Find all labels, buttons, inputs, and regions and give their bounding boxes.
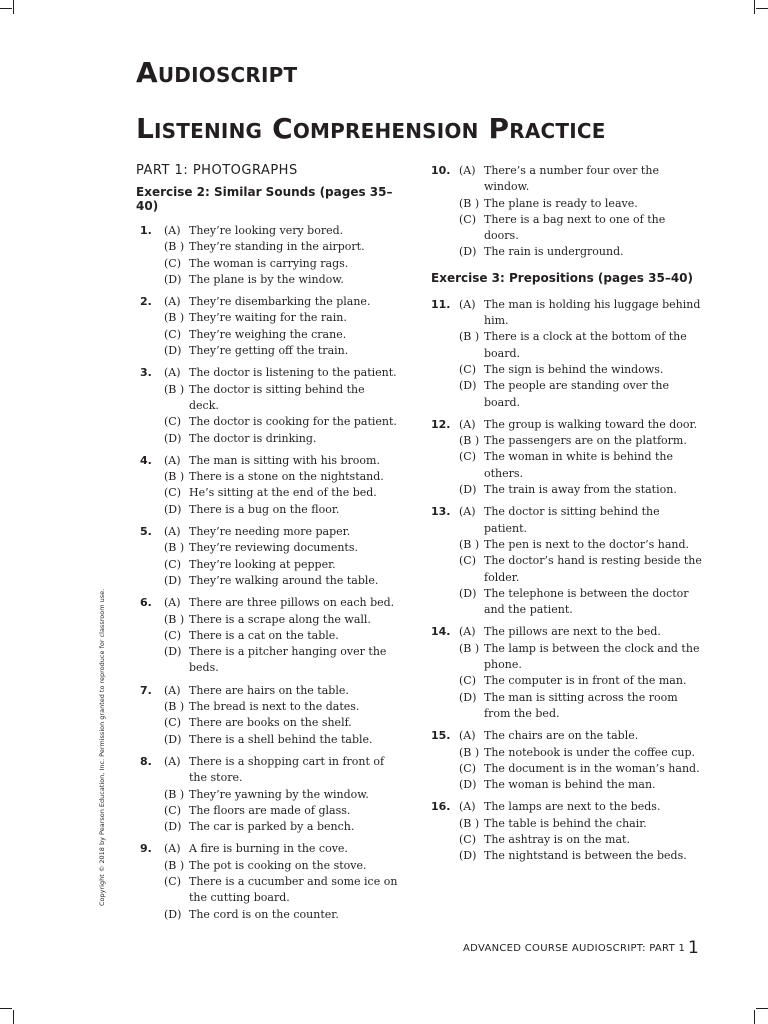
exercise-3-heading: Exercise 3: Prepositions (pages 35–40) xyxy=(431,270,694,285)
option-text: The lamp is between the clock and the phone. xyxy=(484,641,700,672)
option-text: The man is holding his luggage behind him. xyxy=(484,297,701,328)
answer-option xyxy=(459,761,703,777)
footer-label: ADVANCED COURSE AUDIOSCRIPT: PART 1 xyxy=(463,943,686,954)
option-text: There is a shell behind the table. xyxy=(189,732,373,746)
option-text: The people are standing over the board. xyxy=(484,379,669,409)
question-number: 12. xyxy=(431,417,451,431)
option-text: The pen is next to the doctor’s hand. xyxy=(484,537,690,551)
option-letter: (A) xyxy=(459,729,476,743)
option-text: The doctor is sitting behind the patient. xyxy=(484,505,660,535)
option-letter: (D) xyxy=(164,573,182,587)
option-letter: (B ) xyxy=(459,745,480,759)
answer-option xyxy=(164,272,398,288)
option-text: They’re yawning by the window. xyxy=(189,787,369,801)
option-text: The lamps are next to the beds. xyxy=(484,800,661,814)
crop-mark xyxy=(13,0,14,14)
option-letter: (C) xyxy=(459,674,476,688)
option-text: The doctor is listening to the patient. xyxy=(189,366,397,380)
option-letter: (C) xyxy=(459,761,476,775)
option-letter: (B ) xyxy=(164,700,185,714)
answer-option xyxy=(164,327,398,343)
option-text: There are hairs on the table. xyxy=(189,683,349,697)
answer-option xyxy=(459,244,703,260)
option-text: There is a pitcher hanging over the beds. xyxy=(189,645,387,675)
option-letter: (A) xyxy=(164,596,181,610)
option-letter: (B ) xyxy=(459,434,480,448)
answer-option xyxy=(459,690,703,723)
answer-option xyxy=(164,223,398,239)
option-text: The computer is in front of the man. xyxy=(484,674,687,688)
option-letter: (C) xyxy=(459,212,476,226)
option-text: There is a bag next to one of the doors. xyxy=(484,212,666,243)
page-title-listening: Listening Comprehension Practice xyxy=(136,112,606,145)
answer-option xyxy=(459,777,703,793)
crop-mark xyxy=(754,0,755,14)
option-text: They’re disembarking the plane. xyxy=(189,295,371,309)
answer-option xyxy=(459,673,703,689)
option-text: They’re needing more paper. xyxy=(189,525,351,539)
question-item xyxy=(136,754,398,835)
option-letter: (C) xyxy=(164,415,181,429)
answer-option xyxy=(164,874,398,907)
option-letter: (C) xyxy=(164,256,181,270)
answer-option xyxy=(164,699,398,715)
option-letter: (B ) xyxy=(164,240,185,254)
question-item xyxy=(136,294,398,359)
question-item xyxy=(431,163,703,261)
option-letter: (B ) xyxy=(459,641,480,655)
question-number: 4. xyxy=(140,453,152,467)
option-text: The floors are made of glass. xyxy=(189,803,351,817)
right-column xyxy=(431,163,703,871)
option-letter: (A) xyxy=(164,295,181,309)
answer-option xyxy=(459,745,703,761)
option-letter: (B ) xyxy=(164,787,185,801)
answer-option xyxy=(164,239,398,255)
answer-option xyxy=(459,624,703,640)
option-text: The telephone is between the doctor and the patient. xyxy=(484,586,689,617)
question-item xyxy=(136,683,398,748)
answer-option xyxy=(164,485,398,501)
answer-option xyxy=(459,196,703,212)
option-letter: (D) xyxy=(459,379,477,393)
option-letter: (C) xyxy=(164,803,181,817)
option-text: They’re looking at pepper. xyxy=(189,557,336,571)
option-text: They’re looking very bored. xyxy=(189,224,344,237)
option-text: The doctor is drinking. xyxy=(189,431,317,445)
option-letter: (C) xyxy=(164,628,181,642)
page-title-audioscript: Audioscript xyxy=(136,56,298,89)
option-letter: (A) xyxy=(459,417,476,431)
option-letter: (B ) xyxy=(164,612,185,626)
option-text: The notebook is under the coffee cup. xyxy=(484,745,696,759)
exercise-2-heading: Exercise 2: Similar Sounds (pages 35–40) xyxy=(136,185,393,213)
answer-option xyxy=(459,362,703,378)
question-number: 5. xyxy=(140,525,152,539)
option-letter: (A) xyxy=(164,224,181,237)
option-letter: (A) xyxy=(164,525,181,539)
option-letter: (A) xyxy=(459,505,476,519)
option-text: The chairs are on the table. xyxy=(484,729,639,743)
option-letter: (D) xyxy=(164,732,182,746)
question-item xyxy=(136,453,398,518)
option-text: They’re reviewing documents. xyxy=(189,541,358,555)
option-letter: (D) xyxy=(164,820,182,834)
crop-mark xyxy=(13,1010,14,1024)
answer-option xyxy=(164,557,398,573)
option-text: The bread is next to the dates. xyxy=(189,700,360,714)
answer-option xyxy=(164,310,398,326)
option-text: They’re waiting for the rain. xyxy=(189,311,347,325)
answer-option xyxy=(459,433,703,449)
answer-option xyxy=(459,586,703,619)
question-item xyxy=(136,524,398,589)
option-letter: (A) xyxy=(164,842,181,856)
answer-option xyxy=(164,469,398,485)
answer-option xyxy=(459,417,703,433)
option-letter: (C) xyxy=(164,716,181,730)
option-letter: (D) xyxy=(459,690,477,704)
question-item xyxy=(431,417,703,498)
crop-mark xyxy=(756,8,768,9)
answer-option xyxy=(164,754,398,787)
crop-mark xyxy=(754,1010,755,1024)
option-text: They’re walking around the table. xyxy=(189,573,379,587)
option-letter: (D) xyxy=(164,502,182,516)
option-text: They’re getting off the train. xyxy=(189,344,349,358)
option-text: There’s a number four over the window. xyxy=(484,164,659,194)
question-number: 8. xyxy=(140,754,152,768)
question-number: 1. xyxy=(140,224,152,237)
option-text: They’re weighing the crane. xyxy=(189,327,347,341)
answer-option xyxy=(459,449,703,482)
option-letter: (D) xyxy=(459,849,477,863)
question-item xyxy=(136,841,398,922)
answer-option xyxy=(459,329,703,362)
option-text: They’re standing in the airport. xyxy=(189,240,365,254)
question-number: 6. xyxy=(140,596,152,610)
option-letter: (A) xyxy=(164,453,181,467)
option-letter: (A) xyxy=(459,297,476,311)
option-letter: (C) xyxy=(164,557,181,571)
question-list-right-top xyxy=(431,163,703,261)
option-text: The rain is underground. xyxy=(484,245,624,259)
answer-option xyxy=(164,540,398,556)
option-text: The plane is by the window. xyxy=(189,272,344,286)
option-letter: (A) xyxy=(459,625,476,639)
answer-option xyxy=(164,414,398,430)
crop-mark xyxy=(0,1008,12,1009)
option-text: There is a scrape along the wall. xyxy=(189,612,371,626)
option-letter: (D) xyxy=(459,778,477,792)
option-text: The doctor’s hand is resting beside the folder. xyxy=(484,554,702,584)
option-letter: (B ) xyxy=(164,541,185,555)
option-letter: (A) xyxy=(164,683,181,697)
answer-option xyxy=(164,858,398,874)
question-number: 7. xyxy=(140,683,152,697)
option-text: There are three pillows on each bed. xyxy=(189,596,395,610)
answer-option xyxy=(164,431,398,447)
option-text: The sign is behind the windows. xyxy=(484,362,664,376)
option-text: The train is away from the station. xyxy=(484,483,677,497)
answer-option xyxy=(164,787,398,803)
option-letter: (C) xyxy=(164,486,181,500)
question-number: 3. xyxy=(140,366,152,380)
option-text: He’s sitting at the end of the bed. xyxy=(189,486,377,500)
option-letter: (C) xyxy=(164,327,181,341)
option-text: The cord is on the counter. xyxy=(189,907,339,921)
answer-option xyxy=(164,502,398,518)
answer-option xyxy=(459,163,703,196)
answer-option xyxy=(164,612,398,628)
question-number: 13. xyxy=(431,505,451,519)
question-item xyxy=(431,624,703,722)
option-letter: (C) xyxy=(459,832,476,846)
option-text: The car is parked by a bench. xyxy=(189,820,355,834)
answer-option xyxy=(164,715,398,731)
option-letter: (C) xyxy=(459,362,476,376)
option-text: The passengers are on the platform. xyxy=(484,434,687,448)
option-text: The man is sitting across the room from the bed. xyxy=(484,690,678,720)
answer-option xyxy=(459,848,703,864)
answer-option xyxy=(164,294,398,310)
answer-option xyxy=(459,537,703,553)
question-number: 2. xyxy=(140,295,152,309)
option-letter: (A) xyxy=(459,800,476,814)
option-text: There is a stone on the nightstand. xyxy=(189,470,384,484)
question-item xyxy=(431,799,703,864)
answer-option xyxy=(164,453,398,469)
answer-option xyxy=(459,832,703,848)
answer-option xyxy=(164,819,398,835)
part-heading: PART 1: PHOTOGRAPHS xyxy=(136,163,298,178)
answer-option xyxy=(164,573,398,589)
question-number: 15. xyxy=(431,729,451,743)
option-text: The doctor is sitting behind the deck. xyxy=(189,382,365,412)
answer-option xyxy=(164,365,398,381)
option-letter: (B ) xyxy=(459,816,480,830)
question-number: 14. xyxy=(431,625,451,639)
answer-option xyxy=(459,799,703,815)
answer-option xyxy=(164,803,398,819)
option-letter: (B ) xyxy=(459,196,480,210)
answer-option xyxy=(164,628,398,644)
answer-option xyxy=(164,595,398,611)
option-text: There is a shopping cart in front of the store. xyxy=(189,754,385,785)
option-text: There is a clock at the bottom of the board. xyxy=(484,330,687,360)
answer-option xyxy=(164,907,398,923)
option-letter: (D) xyxy=(164,431,182,445)
left-column xyxy=(136,163,398,929)
option-text: The group is walking toward the door. xyxy=(484,417,698,431)
option-letter: (D) xyxy=(164,344,182,358)
question-item xyxy=(431,504,703,618)
answer-option xyxy=(164,644,398,677)
option-letter: (D) xyxy=(459,245,477,259)
question-number: 10. xyxy=(431,164,451,177)
answer-option xyxy=(459,297,703,330)
question-list-right xyxy=(431,297,703,865)
option-text: The document is in the woman’s hand. xyxy=(484,761,700,775)
question-item xyxy=(136,365,398,446)
answer-option xyxy=(459,816,703,832)
option-letter: (B ) xyxy=(164,470,185,484)
option-text: There are books on the shelf. xyxy=(189,716,352,730)
question-number: 16. xyxy=(431,800,451,814)
option-text: The pot is cooking on the stove. xyxy=(189,858,367,872)
answer-option xyxy=(459,728,703,744)
option-text: There is a bug on the floor. xyxy=(189,502,340,516)
question-number: 9. xyxy=(140,842,152,856)
option-letter: (B ) xyxy=(164,858,185,872)
option-text: The pillows are next to the bed. xyxy=(484,625,661,639)
answer-option xyxy=(164,524,398,540)
option-text: The ashtray is on the mat. xyxy=(484,832,630,846)
option-text: There is a cucumber and some ice on the cutting board. xyxy=(189,874,398,905)
option-letter: (C) xyxy=(459,450,476,464)
option-text: The woman is carrying rags. xyxy=(189,256,349,270)
crop-mark xyxy=(756,1008,768,1009)
option-text: The man is sitting with his broom. xyxy=(189,453,380,467)
option-text: The plane is ready to leave. xyxy=(484,196,638,210)
option-letter: (D) xyxy=(164,645,182,659)
answer-option xyxy=(459,504,703,537)
option-text: The woman in white is behind the others. xyxy=(484,450,674,480)
question-item xyxy=(136,223,398,288)
question-item xyxy=(431,297,703,411)
answer-option xyxy=(164,841,398,857)
answer-option xyxy=(164,343,398,359)
page-number: 1 xyxy=(688,938,699,958)
option-letter: (B ) xyxy=(164,311,185,325)
option-text: The doctor is cooking for the patient. xyxy=(189,415,397,429)
option-letter: (C) xyxy=(164,874,181,888)
answer-option xyxy=(459,553,703,586)
answer-option xyxy=(459,482,703,498)
answer-option xyxy=(164,256,398,272)
option-text: The woman is behind the man. xyxy=(484,778,656,792)
answer-option xyxy=(459,378,703,411)
question-number: 11. xyxy=(431,297,451,311)
option-text: The nightstand is between the beds. xyxy=(484,849,687,863)
option-letter: (B ) xyxy=(459,537,480,551)
option-letter: (D) xyxy=(164,272,182,286)
option-letter: (A) xyxy=(164,754,181,768)
answer-option xyxy=(459,212,703,245)
option-text: There is a cat on the table. xyxy=(189,628,339,642)
option-text: A fire is burning in the cove. xyxy=(189,842,348,856)
option-letter: (A) xyxy=(459,164,476,177)
option-letter: (B ) xyxy=(459,330,480,344)
question-item xyxy=(431,728,703,793)
answer-option xyxy=(164,382,398,415)
copyright-notice: Copyright © 2018 by Pearson Education, Inc. Permission granted to reproduce for classroom use. xyxy=(98,588,106,906)
answer-option xyxy=(164,732,398,748)
option-letter: (A) xyxy=(164,366,181,380)
answer-option xyxy=(459,641,703,674)
option-letter: (D) xyxy=(459,483,477,497)
answer-option xyxy=(164,683,398,699)
option-letter: (D) xyxy=(459,586,477,600)
option-letter: (C) xyxy=(459,554,476,568)
question-item xyxy=(136,595,398,676)
crop-mark xyxy=(0,8,12,9)
option-text: The table is behind the chair. xyxy=(484,816,647,830)
question-list-left xyxy=(136,223,398,923)
option-letter: (D) xyxy=(164,907,182,921)
option-letter: (B ) xyxy=(164,382,185,396)
